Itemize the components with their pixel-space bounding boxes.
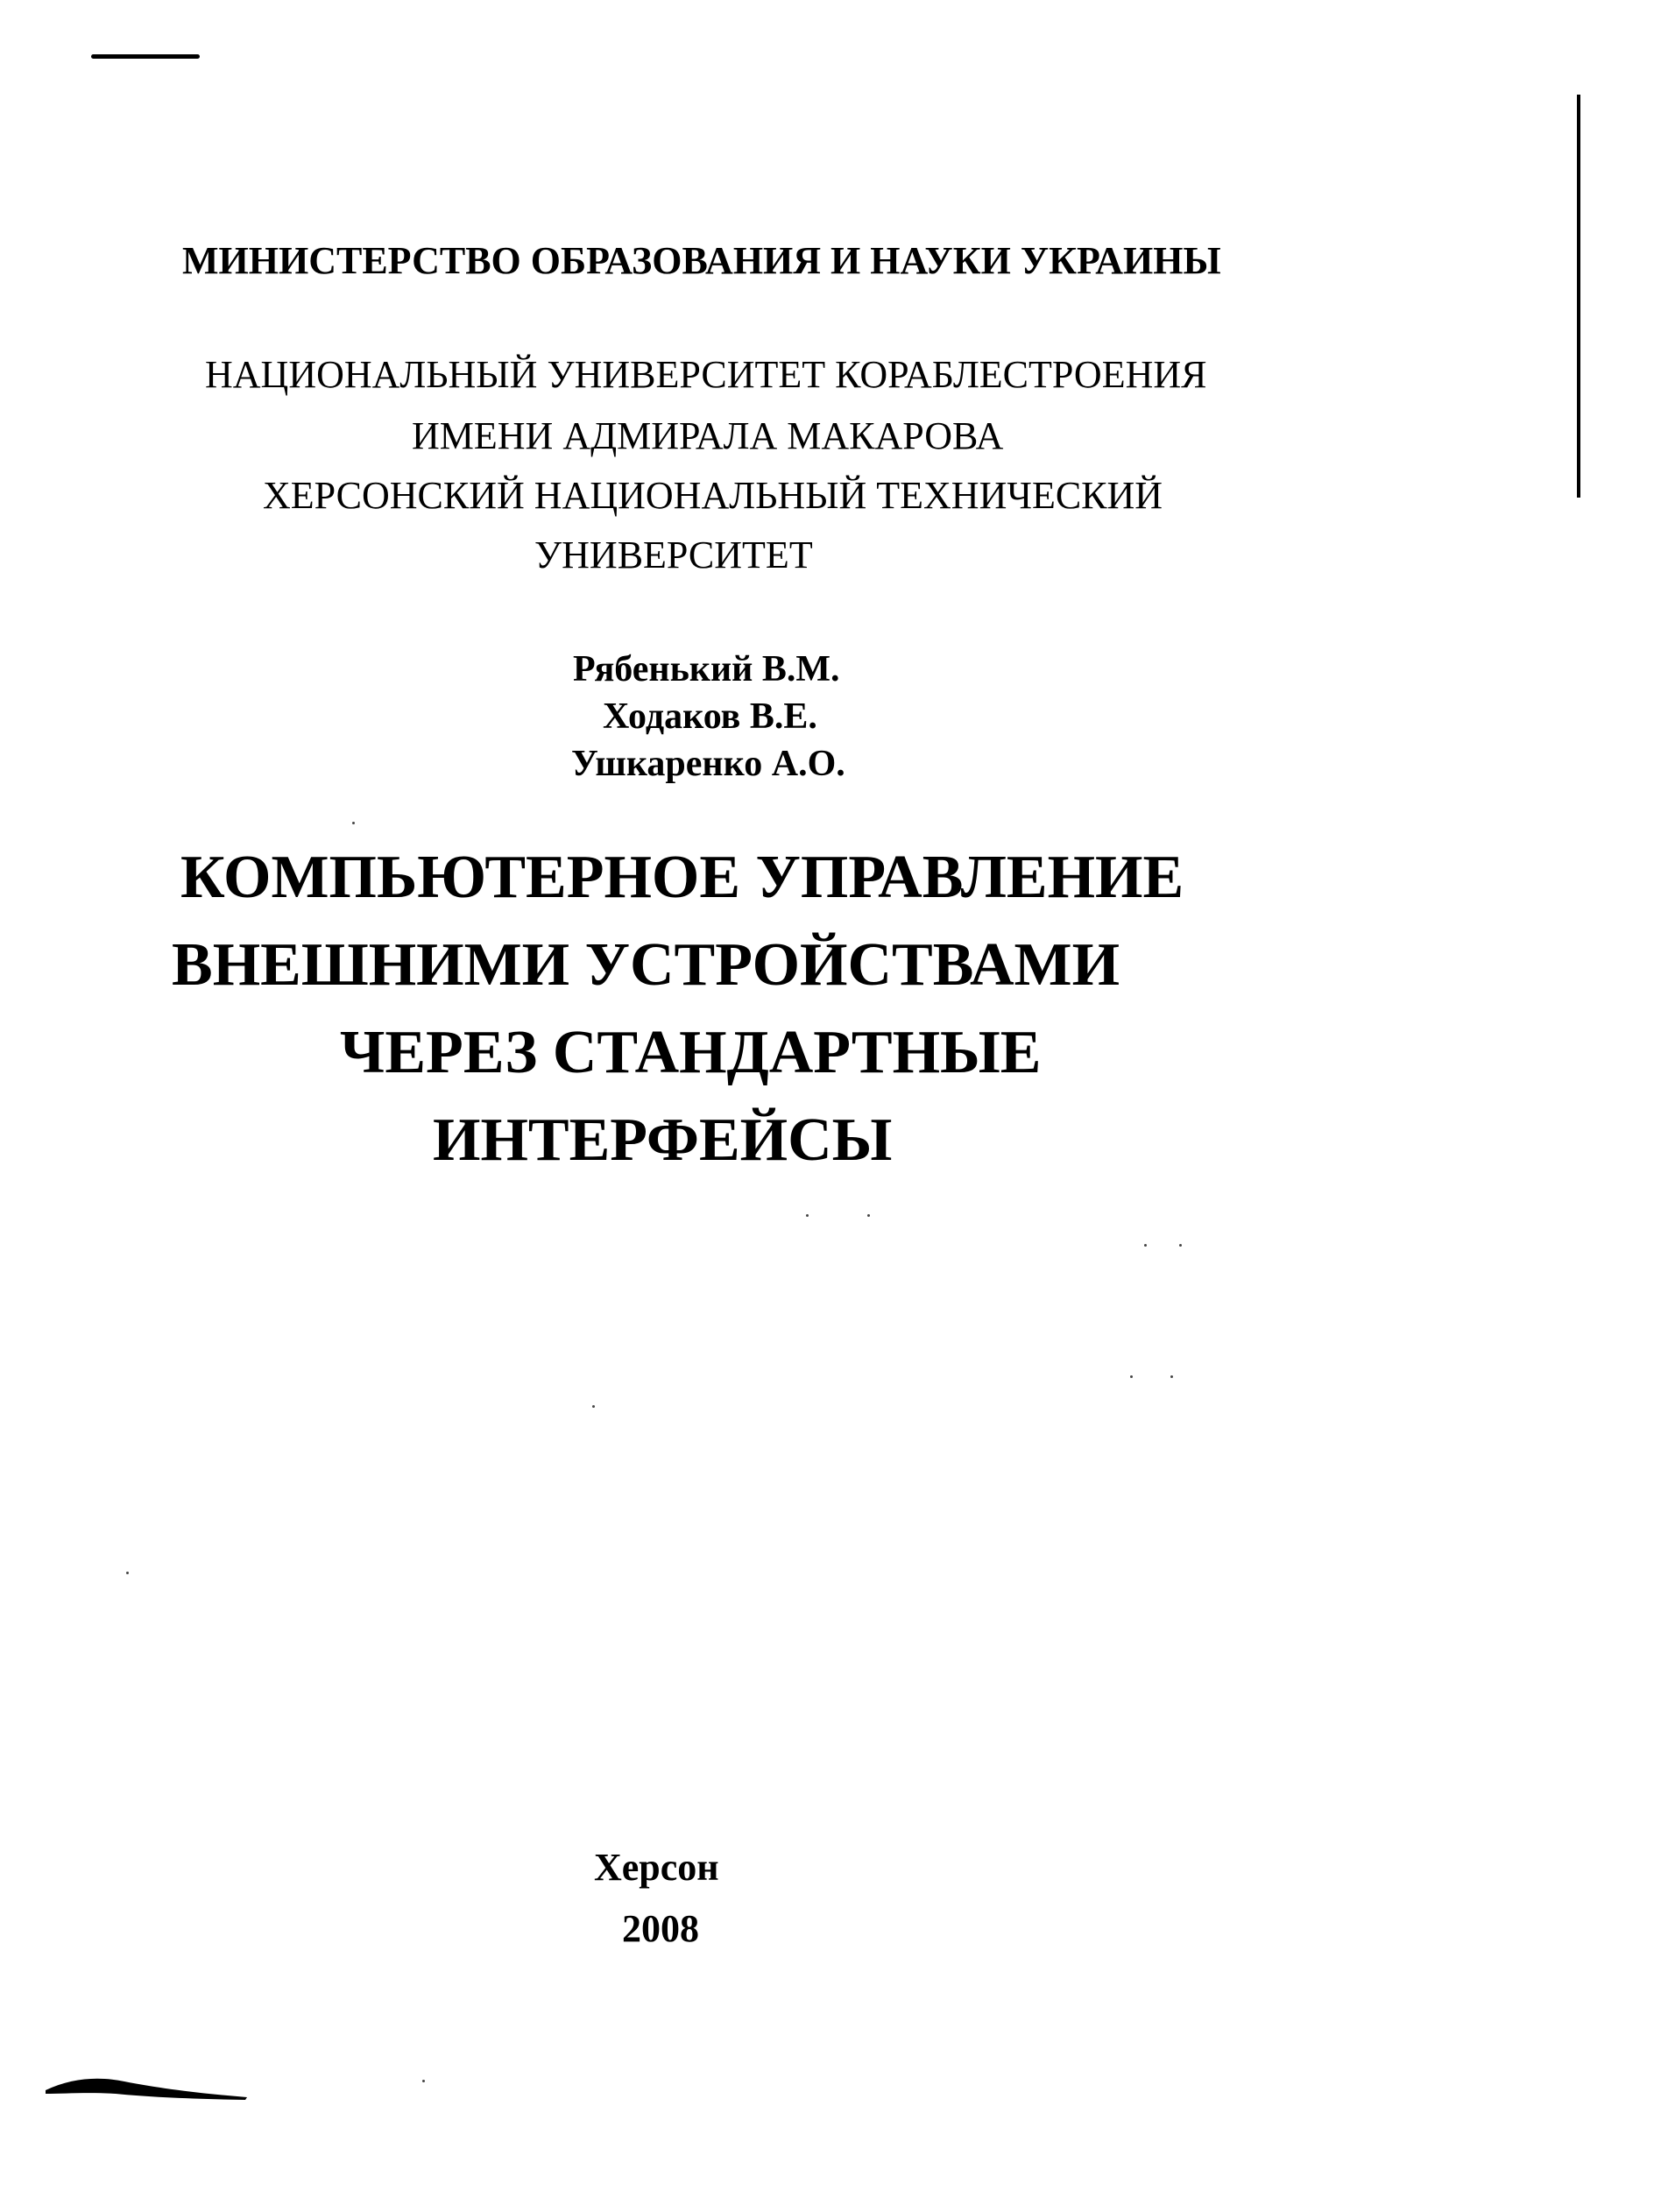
scan-mark-bottom xyxy=(46,2067,247,2102)
university-line: НАЦИОНАЛЬНЫЙ УНИВЕРСИТЕТ КОРАБЛЕСТРОЕНИЯ xyxy=(205,353,1207,396)
scan-speck xyxy=(126,1572,129,1574)
book-title-line: ВНЕШНИМИ УСТРОЙСТВАМИ xyxy=(172,931,1120,999)
scan-speck xyxy=(422,2080,425,2082)
author-name: Рябенький В.М. xyxy=(573,649,840,689)
book-title-line: ИНТЕРФЕЙСЫ xyxy=(433,1106,893,1174)
scan-mark-top xyxy=(91,54,200,59)
author-name: Ушкаренко А.О. xyxy=(571,744,845,784)
scan-speck xyxy=(1170,1375,1173,1378)
scan-edge-line xyxy=(1577,95,1580,498)
publication-year: 2008 xyxy=(622,1907,699,1950)
author-name: Ходаков В.Е. xyxy=(603,696,817,737)
scan-speck xyxy=(1144,1244,1147,1247)
scan-speck xyxy=(1130,1375,1133,1378)
ministry-heading: МИНИСТЕРСТВО ОБРАЗОВАНИЯ И НАУКИ УКРАИНЫ xyxy=(182,239,1221,282)
scan-speck xyxy=(806,1214,809,1217)
book-title-line: ЧЕРЕЗ СТАНДАРТНЫЕ xyxy=(340,1019,1042,1086)
scan-speck xyxy=(1179,1244,1182,1247)
university-line: УНИВЕРСИТЕТ xyxy=(534,534,813,576)
book-title-line: КОМПЬЮТЕРНОЕ УПРАВЛЕНИЕ xyxy=(180,844,1184,911)
scan-speck xyxy=(592,1405,595,1408)
scan-speck xyxy=(867,1214,870,1217)
university-line: ИМЕНИ АДМИРАЛА МАКАРОВА xyxy=(412,414,1004,457)
publication-city: Херсон xyxy=(594,1846,719,1889)
scan-speck xyxy=(352,822,355,824)
university-line: ХЕРСОНСКИЙ НАЦИОНАЛЬНЫЙ ТЕХНИЧЕСКИЙ xyxy=(263,474,1163,517)
